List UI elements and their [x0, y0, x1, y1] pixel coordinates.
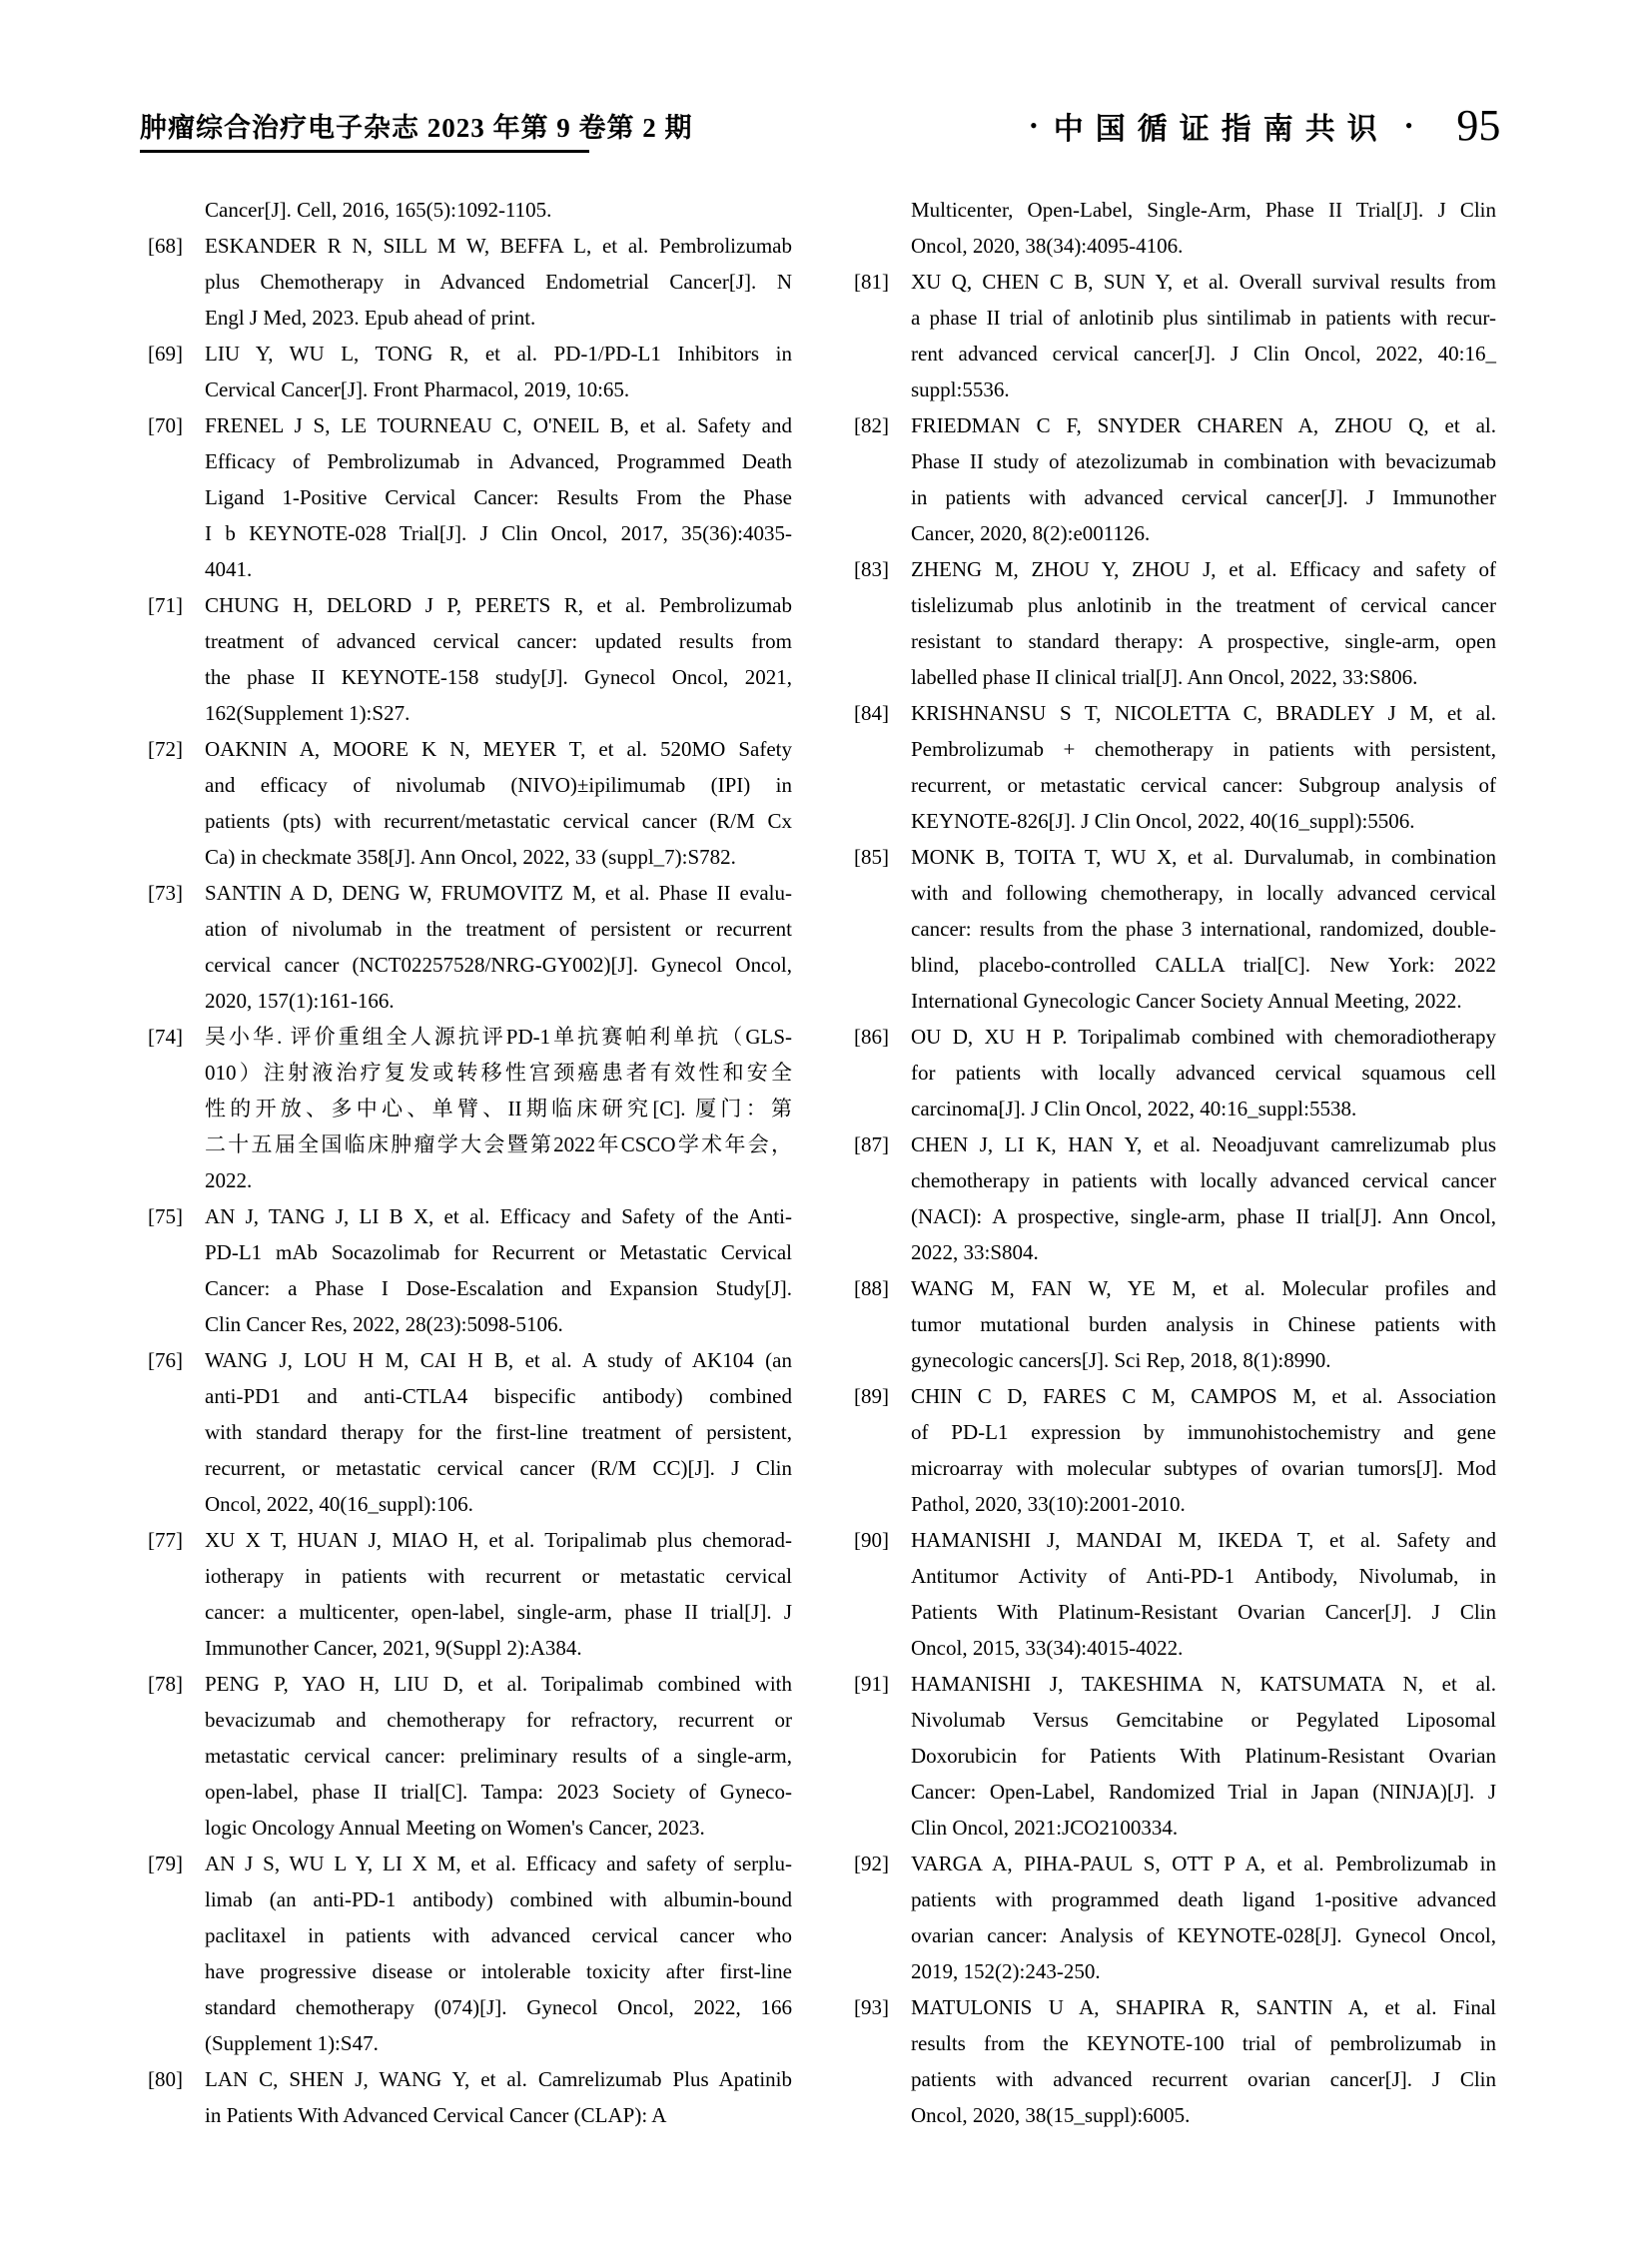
reference-line: with and following chemotherapy, in locally advanced cervical: [911, 881, 1496, 905]
reference-line: HAMANISHI J, TAKESHIMA N, KATSUMATA N, et al.: [911, 1672, 1496, 1696]
reference-line: rent advanced cervical cancer[J]. J Clin Oncol, 2022, 40:16_: [911, 342, 1496, 366]
reference-line: PD-L1 mAb Socazolimab for Recurrent or Metastatic Cervical: [205, 1240, 792, 1264]
reference-line: tumor mutational burden analysis in Chinese patients with: [911, 1312, 1496, 1336]
reference-line: Engl J Med, 2023. Epub ahead of print.: [205, 306, 536, 330]
page-number: 95: [1456, 101, 1501, 150]
reference-line: for patients with locally advanced cervical squamous cell: [911, 1061, 1496, 1085]
reference-line: Oncol, 2022, 40(16_suppl):106.: [205, 1492, 473, 1516]
reference-line: CHUNG H, DELORD J P, PERETS R, et al. Pembrolizumab: [205, 593, 792, 617]
reference-number: [92]: [854, 1852, 889, 1875]
reference-line: KRISHNANSU S T, NICOLETTA C, BRADLEY J M, et al.: [911, 701, 1496, 725]
reference-line: resistant to standard therapy: A prospective, single-arm, open: [911, 629, 1496, 653]
reference-line: Ligand 1-Positive Cervical Cancer: Results From the Phase: [205, 485, 792, 509]
reference-line: Cervical Cancer[J]. Front Pharmacol, 2019, 10:65.: [205, 377, 630, 401]
reference-line: with standard therapy for the first-line treatment of persistent,: [205, 1420, 792, 1444]
reference-line: OAKNIN A, MOORE K N, MEYER T, et al. 520MO Safety: [205, 737, 792, 761]
reference-line: chemotherapy in patients with locally advanced cervical cancer: [911, 1168, 1496, 1192]
reference-item: [148, 228, 792, 336]
reference-number: [75]: [148, 1204, 183, 1228]
reference-line: PENG P, YAO H, LIU D, et al. Toripalimab combined with: [205, 1672, 792, 1696]
reference-line: Clin Oncol, 2021:JCO2100334.: [911, 1816, 1179, 1840]
reference-line: Pathol, 2020, 33(10):2001-2010.: [911, 1492, 1186, 1516]
section-title: 中国循证指南共识: [1053, 112, 1389, 146]
reference-item: [854, 1522, 1496, 1666]
reference-item: [148, 1019, 792, 1198]
reference-line: 010）注射液治疗复发或转移性宫颈癌患者有效性和安全: [205, 1061, 792, 1085]
reference-column-left: [148, 192, 792, 2133]
reference-line: Cancer: Open-Label, Randomized Trial in Japan (NINJA)[J]. J: [911, 1780, 1496, 1804]
reference-line: FRENEL J S, LE TOURNEAU C, O'NEIL B, et al. Safety and: [205, 413, 792, 437]
reference-item: [854, 1989, 1496, 2133]
reference-line: Immunother Cancer, 2021, 9(Suppl 2):A384.: [205, 1636, 582, 1660]
reference-number: [77]: [148, 1528, 183, 1552]
reference-line: cancer: a multicenter, open-label, single-arm, phase II trial[J]. J: [205, 1600, 792, 1624]
reference-line: of PD-L1 expression by immunohistochemistry and gene: [911, 1420, 1496, 1444]
reference-line: patients with programmed death ligand 1-positive advanced: [911, 1887, 1496, 1911]
reference-line: bevacizumab and chemotherapy for refractory, recurrent or: [205, 1708, 792, 1732]
reference-item: [854, 192, 1496, 264]
reference-item: [854, 1019, 1496, 1126]
reference-item: [854, 1846, 1496, 1989]
reference-item: [854, 1378, 1496, 1522]
reference-item: [854, 264, 1496, 407]
reference-number: [80]: [148, 2067, 183, 2091]
reference-number: [72]: [148, 737, 183, 761]
reference-line: Cancer, 2020, 8(2):e001126.: [911, 521, 1151, 545]
reference-item: [854, 839, 1496, 1019]
reference-item: [148, 1342, 792, 1522]
reference-line: open-label, phase II trial[C]. Tampa: 2023 Society of Gyneco-: [205, 1780, 792, 1804]
reference-line: limab (an anti-PD-1 antibody) combined with albumin-bound: [205, 1887, 792, 1911]
reference-line: HAMANISHI J, MANDAI M, IKEDA T, et al. Safety and: [911, 1528, 1496, 1552]
reference-item: [148, 1666, 792, 1846]
reference-line: Oncol, 2015, 33(34):4015-4022.: [911, 1636, 1184, 1660]
reference-number: [81]: [854, 270, 889, 294]
reference-line: (NACI): A prospective, single-arm, phase II trial[J]. Ann Oncol,: [911, 1204, 1496, 1228]
reference-line: Antitumor Activity of Anti-PD-1 Antibody, Nivolumab, in: [911, 1564, 1496, 1588]
reference-line: MATULONIS U A, SHAPIRA R, SANTIN A, et al. Final: [911, 1995, 1496, 2019]
reference-line: CHEN J, LI K, HAN Y, et al. Neoadjuvant camrelizumab plus: [911, 1132, 1496, 1156]
reference-line: paclitaxel in patients with advanced cervical cancer who: [205, 1923, 792, 1947]
reference-line: anti-PD1 and anti-CTLA4 bispecific antibody) combined: [205, 1384, 792, 1408]
reference-line: FRIEDMAN C F, SNYDER CHAREN A, ZHOU Q, et al.: [911, 413, 1496, 437]
reference-line: in patients with advanced cervical cancer[J]. J Immunother: [911, 485, 1496, 509]
reference-line: in Patients With Advanced Cervical Cancer (CLAP): A: [205, 2103, 667, 2127]
reference-item: [854, 695, 1496, 839]
section-bullet-left: •: [1030, 112, 1038, 138]
reference-number: [86]: [854, 1025, 889, 1049]
reference-item: [854, 1126, 1496, 1270]
reference-line: LIU Y, WU L, TONG R, et al. PD-1/PD-L1 Inhibitors in: [205, 342, 792, 366]
reference-line: recurrent, or metastatic cervical cancer (R/M CC)[J]. J Clin: [205, 1456, 792, 1480]
reference-line: cervical cancer (NCT02257528/NRG-GY002)[J]. Gynecol Oncol,: [205, 953, 792, 977]
reference-number: [85]: [854, 845, 889, 869]
reference-line: LAN C, SHEN J, WANG Y, et al. Camrelizumab Plus Apatinib: [205, 2067, 792, 2091]
reference-line: plus Chemotherapy in Advanced Endometrial Cancer[J]. N: [205, 270, 792, 294]
reference-line: ZHENG M, ZHOU Y, ZHOU J, et al. Efficacy and safety of: [911, 557, 1496, 581]
reference-line: International Gynecologic Cancer Society Annual Meeting, 2022.: [911, 989, 1462, 1013]
reference-line: 2020, 157(1):161-166.: [205, 989, 395, 1013]
reference-line: 吴小华. 评价重组全人源抗评PD-1单抗赛帕利单抗（GLS-: [205, 1025, 792, 1049]
reference-item: [148, 587, 792, 731]
reference-line: ation of nivolumab in the treatment of persistent or recurrent: [205, 917, 792, 941]
reference-line: Patients With Platinum-Resistant Ovarian Cancer[J]. J Clin: [911, 1600, 1496, 1624]
reference-item: [148, 875, 792, 1019]
reference-item: [148, 731, 792, 875]
reference-column-right: [854, 192, 1496, 2133]
reference-line: a phase II trial of anlotinib plus sintilimab in patients with recur-: [911, 306, 1496, 330]
reference-line: Cancer: a Phase I Dose-Escalation and Expansion Study[J].: [205, 1276, 792, 1300]
reference-item: [854, 407, 1496, 551]
reference-line: 2019, 152(2):243-250.: [911, 1959, 1101, 1983]
reference-line: results from the KEYNOTE-100 trial of pembrolizumab in: [911, 2031, 1496, 2055]
reference-line: Oncol, 2020, 38(34):4095-4106.: [911, 234, 1184, 258]
reference-line: I b KEYNOTE-028 Trial[J]. J Clin Oncol, 2017, 35(36):4035-: [205, 521, 792, 545]
reference-number: [71]: [148, 593, 183, 617]
reference-line: OU D, XU H P. Toripalimab combined with chemoradiotherapy: [911, 1025, 1496, 1049]
reference-item: [148, 1846, 792, 2061]
reference-number: [69]: [148, 342, 183, 366]
reference-number: [73]: [148, 881, 183, 905]
reference-line: 2022, 33:S804.: [911, 1240, 1039, 1264]
reference-line: 2022.: [205, 1168, 253, 1192]
reference-line: patients with advanced recurrent ovarian cancer[J]. J Clin: [911, 2067, 1496, 2091]
reference-number: [90]: [854, 1528, 889, 1552]
page-header-right: [1014, 100, 1500, 151]
reference-line: AN J, TANG J, LI B X, et al. Efficacy and Safety of the Anti-: [205, 1204, 792, 1228]
reference-line: Cancer[J]. Cell, 2016, 165(5):1092-1105.: [205, 198, 552, 222]
section-bullet-right: •: [1404, 112, 1413, 138]
reference-item: [854, 1270, 1496, 1378]
reference-item: [148, 407, 792, 587]
reference-line: XU Q, CHEN C B, SUN Y, et al. Overall survival results from: [911, 270, 1496, 294]
reference-line: logic Oncology Annual Meeting on Women's Cancer, 2023.: [205, 1816, 705, 1840]
reference-line: XU X T, HUAN J, MIAO H, et al. Toripalimab plus chemorad-: [205, 1528, 792, 1552]
reference-line: Multicenter, Open-Label, Single-Arm, Phase II Trial[J]. J Clin: [911, 198, 1496, 222]
reference-line: recurrent, or metastatic cervical cancer: Subgroup analysis of: [911, 773, 1496, 797]
reference-line: patients (pts) with recurrent/metastatic cervical cancer (R/M Cx: [205, 809, 792, 833]
reference-line: Pembrolizumab + chemotherapy in patients with persistent,: [911, 737, 1496, 761]
reference-line: KEYNOTE-826[J]. J Clin Oncol, 2022, 40(16_suppl):5506.: [911, 809, 1415, 833]
reference-line: CHIN C D, FARES C M, CAMPOS M, et al. Association: [911, 1384, 1496, 1408]
reference-line: SANTIN A D, DENG W, FRUMOVITZ M, et al. Phase II evalu-: [205, 881, 792, 905]
reference-line: have progressive disease or intolerable toxicity after first-line: [205, 1959, 792, 1983]
reference-number: [88]: [854, 1276, 889, 1300]
reference-line: ESKANDER R N, SILL M W, BEFFA L, et al. Pembrolizumab: [205, 234, 792, 258]
header-underline: [140, 150, 589, 153]
reference-line: Nivolumab Versus Gemcitabine or Pegylated Liposomal: [911, 1708, 1496, 1732]
reference-line: VARGA A, PIHA-PAUL S, OTT P A, et al. Pembrolizumab in: [911, 1852, 1496, 1875]
reference-item: [148, 1198, 792, 1342]
reference-line: Oncol, 2020, 38(15_suppl):6005.: [911, 2103, 1191, 2127]
reference-number: [70]: [148, 413, 183, 437]
reference-line: AN J S, WU L Y, LI X M, et al. Efficacy and safety of serplu-: [205, 1852, 792, 1875]
reference-item: [148, 1522, 792, 1666]
reference-line: carcinoma[J]. J Clin Oncol, 2022, 40:16_suppl:5538.: [911, 1097, 1357, 1121]
reference-line: and efficacy of nivolumab (NIVO)±ipilimumab (IPI) in: [205, 773, 792, 797]
reference-number: [87]: [854, 1132, 889, 1156]
reference-item: [148, 192, 792, 228]
reference-line: cancer: results from the phase 3 international, randomized, double-: [911, 917, 1496, 941]
reference-number: [79]: [148, 1852, 183, 1875]
reference-line: the phase II KEYNOTE-158 study[J]. Gynecol Oncol, 2021,: [205, 665, 792, 689]
reference-line: 4041.: [205, 557, 253, 581]
reference-line: Efficacy of Pembrolizumab in Advanced, Programmed Death: [205, 449, 792, 473]
reference-line: 二十五届全国临床肿瘤学大会暨第2022年CSCO学术年会，: [205, 1132, 792, 1156]
reference-line: labelled phase II clinical trial[J]. Ann Oncol, 2022, 33:S806.: [911, 665, 1418, 689]
reference-line: MONK B, TOITA T, WU X, et al. Durvalumab, in combination: [911, 845, 1496, 869]
reference-line: Ca) in checkmate 358[J]. Ann Oncol, 2022, 33 (suppl_7):S782.: [205, 845, 736, 869]
reference-number: [76]: [148, 1348, 183, 1372]
reference-item: [854, 551, 1496, 695]
reference-line: treatment of advanced cervical cancer: updated results from: [205, 629, 792, 653]
reference-line: Doxorubicin for Patients With Platinum-Resistant Ovarian: [911, 1744, 1496, 1768]
reference-line: microarray with molecular subtypes of ovarian tumors[J]. Mod: [911, 1456, 1496, 1480]
reference-line: 性的开放、多中心、单臂、II期临床研究[C]. 厦门：第: [205, 1097, 792, 1121]
reference-item: [148, 336, 792, 407]
reference-number: [78]: [148, 1672, 183, 1696]
reference-line: standard chemotherapy (074)[J]. Gynecol Oncol, 2022, 166: [205, 1995, 792, 2019]
reference-line: WANG M, FAN W, YE M, et al. Molecular profiles and: [911, 1276, 1496, 1300]
reference-line: Clin Cancer Res, 2022, 28(23):5098-5106.: [205, 1312, 563, 1336]
reference-number: [91]: [854, 1672, 889, 1696]
reference-line: tislelizumab plus anlotinib in the treatment of cervical cancer: [911, 593, 1496, 617]
reference-number: [84]: [854, 701, 889, 725]
reference-number: [93]: [854, 1995, 889, 2019]
reference-line: Phase II study of atezolizumab in combination with bevacizumab: [911, 449, 1496, 473]
reference-line: (Supplement 1):S47.: [205, 2031, 379, 2055]
reference-number: [89]: [854, 1384, 889, 1408]
reference-number: [82]: [854, 413, 889, 437]
reference-line: 162(Supplement 1):S27.: [205, 701, 411, 725]
reference-line: suppl:5536.: [911, 377, 1010, 401]
reference-number: [74]: [148, 1025, 183, 1049]
reference-line: WANG J, LOU H M, CAI H B, et al. A study of AK104 (an: [205, 1348, 792, 1372]
reference-number: [83]: [854, 557, 889, 581]
reference-item: [854, 1666, 1496, 1846]
reference-line: blind, placebo-controlled CALLA trial[C]. New York: 2022: [911, 953, 1496, 977]
reference-line: iotherapy in patients with recurrent or metastatic cervical: [205, 1564, 792, 1588]
reference-line: metastatic cervical cancer: preliminary results of a single-arm,: [205, 1744, 792, 1768]
journal-title: 肿瘤综合治疗电子杂志 2023 年第 9 卷第 2 期: [140, 113, 693, 143]
reference-item: [148, 2061, 792, 2133]
reference-number: [68]: [148, 234, 183, 258]
reference-line: gynecologic cancers[J]. Sci Rep, 2018, 8(1):8990.: [911, 1348, 1331, 1372]
reference-line: ovarian cancer: Analysis of KEYNOTE-028[J]. Gynecol Oncol,: [911, 1923, 1496, 1947]
